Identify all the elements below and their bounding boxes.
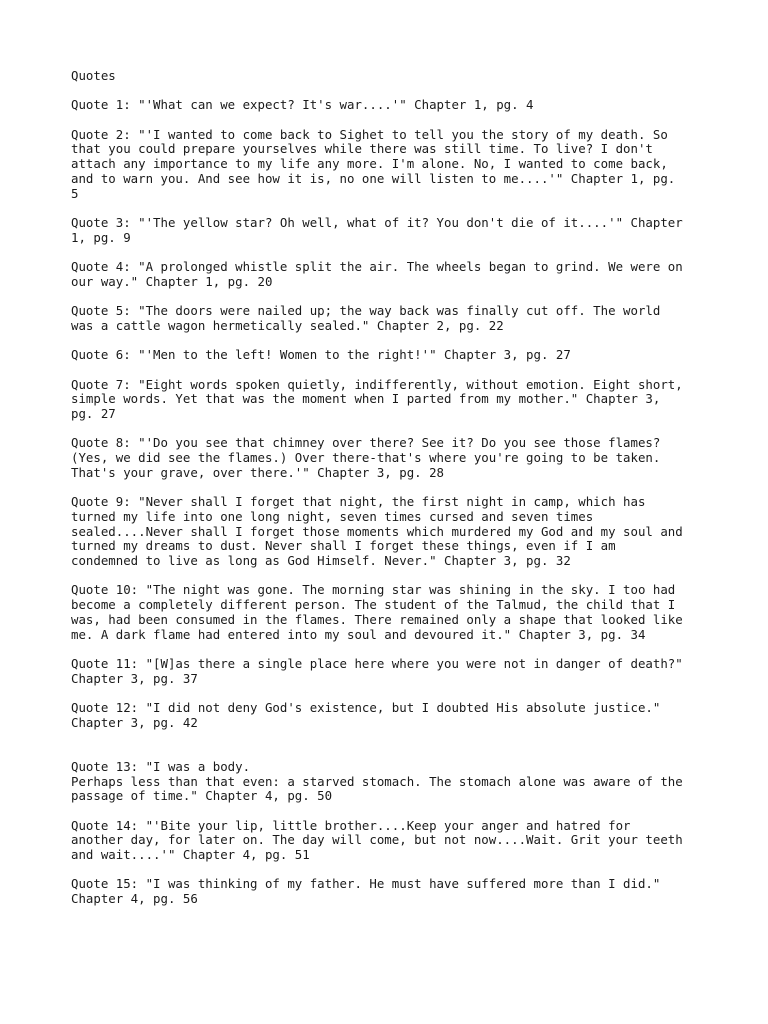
quote-line: Quote 14: "'Bite your lip, little brother....Keep your anger and hatred for	[71, 817, 631, 833]
quote-15	[71, 877, 711, 906]
quote-line: and to warn you. And see how it is, no one will listen to me....'" Chapter 1, pg.	[71, 170, 676, 186]
quote-line: simple words. Yet that was the moment when I parted from my mother." Chapter 3,	[71, 391, 661, 407]
quote-line: was, had been consumed in the flames. There remained only a shape that looked like	[71, 611, 683, 627]
quote-line: Chapter 3, pg. 42	[71, 714, 198, 730]
quote-line: passage of time." Chapter 4, pg. 50	[71, 788, 333, 804]
quote-line: our way." Chapter 1, pg. 20	[71, 273, 273, 289]
quote-line: Quote 9: "Never shall I forget that night, the first night in camp, which has	[71, 494, 646, 510]
quote-line: 5	[71, 185, 79, 201]
quote-line: attach any importance to my life any more. I'm alone. No, I wanted to come back,	[71, 156, 668, 172]
quote-13	[71, 760, 711, 804]
quote-line: that you could prepare yourselves while there was still time. To live? I don't	[71, 141, 653, 157]
document-page	[71, 69, 711, 922]
quote-list	[71, 98, 711, 906]
quote-9	[71, 495, 711, 569]
quote-line: Quote 2: "'I wanted to come back to Sighet to tell you the story of my death. So	[71, 126, 668, 142]
quote-line: 1, pg. 9	[71, 229, 131, 245]
quote-line: was a cattle wagon hermetically sealed." Chapter 2, pg. 22	[71, 317, 504, 333]
quote-line: become a completely different person. The student of the Talmud, the child that I	[71, 597, 676, 613]
quote-10	[71, 583, 711, 642]
quote-line: Quote 4: "A prolonged whistle split the air. The wheels began to grind. We were on	[71, 259, 683, 275]
quote-line: pg. 27	[71, 406, 116, 422]
quote-line: sealed....Never shall I forget those moments which murdered my God and my soul and	[71, 523, 683, 539]
quote-line: Chapter 4, pg. 56	[71, 891, 198, 907]
quote-line: Quote 12: "I did not deny God's existence, but I doubted His absolute justice."	[71, 700, 661, 716]
quote-line: Quote 10: "The night was gone. The morning star was shining in the sky. I too had	[71, 582, 676, 598]
document-title: Quotes	[71, 68, 116, 83]
quote-line: me. A dark flame had entered into my soul and devoured it." Chapter 3, pg. 34	[71, 626, 646, 642]
quote-line: Quote 8: "'Do you see that chimney over there? See it? Do you see those flames?	[71, 435, 661, 451]
quote-1	[71, 98, 711, 113]
quote-line: another day, for later on. The day will come, but not now....Wait. Grit your teeth	[71, 832, 683, 848]
quote-7	[71, 378, 711, 422]
quote-12	[71, 701, 711, 730]
quote-5	[71, 304, 711, 333]
quote-3	[71, 216, 711, 245]
quote-6	[71, 348, 711, 363]
quote-4	[71, 260, 711, 289]
quote-line: Quote 15: "I was thinking of my father. He must have suffered more than I did."	[71, 876, 661, 892]
quote-line: Chapter 3, pg. 37	[71, 670, 198, 686]
quote-line: Quote 11: "[W]as there a single place here where you were not in danger of death?"	[71, 655, 683, 671]
quote-line: turned my life into one long night, seven times cursed and seven times	[71, 508, 594, 524]
quote-line: and wait....'" Chapter 4, pg. 51	[71, 847, 310, 863]
quote-line: Quote 5: "The doors were nailed up; the way back was finally cut off. The world	[71, 303, 661, 319]
quote-2	[71, 128, 711, 202]
quote-14	[71, 819, 711, 863]
quote-line: That's your grave, over there.'" Chapter 3, pg. 28	[71, 464, 444, 480]
quote-line: condemned to live as long as God Himself. Never." Chapter 3, pg. 32	[71, 553, 571, 569]
quote-line: turned my dreams to dust. Never shall I forget these things, even if I am	[71, 538, 616, 554]
quote-line: Quote 1: "'What can we expect? It's war....'" Chapter 1, pg. 4	[71, 97, 534, 113]
quote-line: Perhaps less than that even: a starved stomach. The stomach alone was aware of the	[71, 773, 683, 789]
quote-line: (Yes, we did see the flames.) Over there-that's where you're going to be taken.	[71, 450, 661, 466]
quote-line: Quote 6: "'Men to the left! Women to the right!'" Chapter 3, pg. 27	[71, 347, 571, 363]
quote-line: Quote 3: "'The yellow star? Oh well, what of it? You don't die of it....'" Chapter	[71, 214, 683, 230]
quote-8	[71, 436, 711, 480]
quote-11	[71, 657, 711, 686]
quote-line: Quote 13: "I was a body.	[71, 758, 251, 774]
quote-line: Quote 7: "Eight words spoken quietly, indifferently, without emotion. Eight short,	[71, 376, 683, 392]
